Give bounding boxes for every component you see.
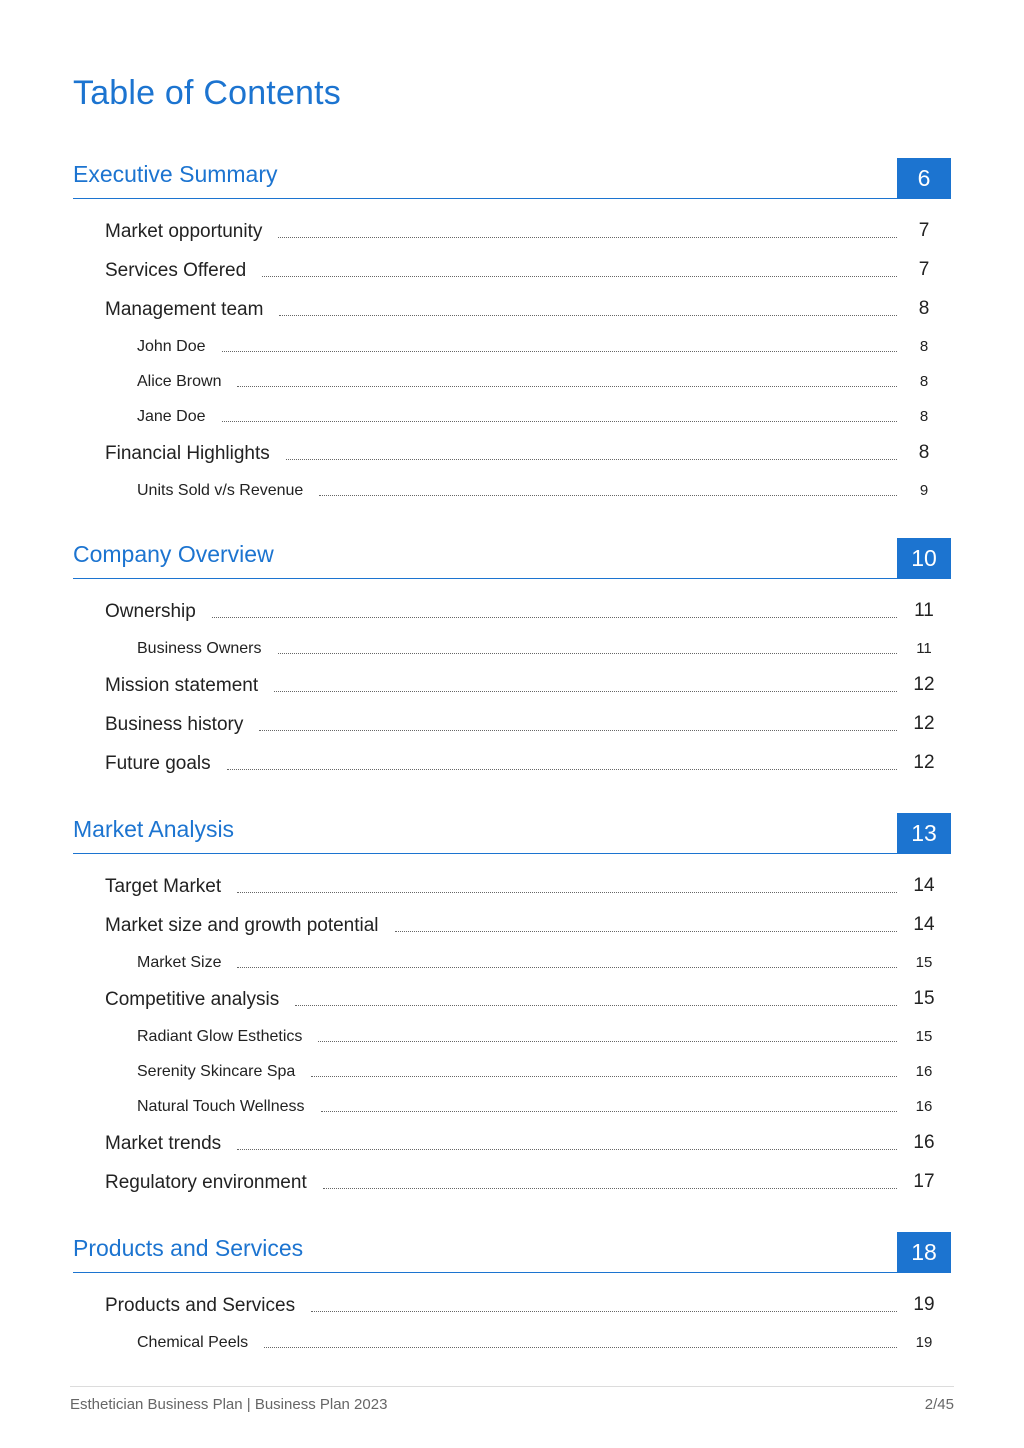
section-title: Products and Services — [73, 1235, 304, 1261]
toc-entry-label: Financial Highlights — [105, 443, 270, 464]
toc-subentry[interactable] — [73, 941, 951, 976]
dotted-leader — [227, 769, 897, 770]
toc-section — [73, 538, 951, 779]
toc-entry-label: Mission statement — [105, 675, 259, 696]
toc-entry-label: Competitive analysis — [105, 989, 280, 1010]
toc-entry-page: 11 — [914, 600, 934, 621]
page-footer — [70, 1386, 954, 1413]
toc-entry-page: 8 — [919, 373, 929, 390]
toc-entry-list — [73, 199, 951, 504]
dotted-leader — [319, 495, 897, 496]
toc-entry-page: 8 — [918, 442, 930, 463]
toc-entry-list — [73, 1273, 951, 1356]
toc-entry-label: Business history — [105, 714, 244, 735]
toc-entry-label: Radiant Glow Esthetics — [137, 1028, 303, 1045]
toc-entry-page: 16 — [913, 1132, 935, 1153]
toc-entry-page: 12 — [913, 752, 935, 773]
dotted-leader — [278, 237, 897, 238]
toc-section-heading[interactable] — [73, 158, 951, 199]
toc-entry-label: Natural Touch Wellness — [137, 1098, 305, 1115]
dotted-leader — [279, 315, 897, 316]
toc-entry-label: Regulatory environment — [105, 1172, 307, 1193]
toc-entry[interactable] — [73, 863, 951, 902]
dotted-leader — [295, 1005, 897, 1006]
toc-entry-label: Market trends — [105, 1133, 222, 1154]
toc-section — [73, 1232, 951, 1356]
toc-entry-page: 12 — [913, 713, 935, 734]
toc-entry-label: Alice Brown — [137, 373, 222, 390]
dotted-leader — [395, 931, 897, 932]
footer-document-title: Esthetician Business Plan | Business Plan 2023 — [70, 1396, 388, 1413]
toc-subentry[interactable] — [73, 1050, 951, 1085]
toc-entry[interactable] — [73, 1282, 951, 1321]
toc-subentry[interactable] — [73, 395, 951, 430]
toc-subentry[interactable] — [73, 325, 951, 360]
toc-subentry[interactable] — [73, 627, 951, 662]
toc-entry[interactable] — [73, 740, 951, 779]
dotted-leader — [262, 276, 897, 277]
dotted-leader — [274, 691, 897, 692]
toc-entry-label: John Doe — [137, 338, 206, 355]
toc-entry-label: Chemical Peels — [137, 1334, 249, 1351]
dotted-leader — [222, 351, 898, 352]
toc-entry-label: Market size and growth potential — [105, 915, 379, 936]
toc-entry-page: 15 — [915, 954, 933, 971]
dotted-leader — [237, 967, 897, 968]
toc-entry-label: Market Size — [137, 954, 222, 971]
toc-entry[interactable] — [73, 662, 951, 701]
toc-entry-page: 8 — [918, 298, 930, 319]
dotted-leader — [259, 730, 897, 731]
toc-entry[interactable] — [73, 208, 951, 247]
toc-entry-page: 19 — [913, 1294, 935, 1315]
toc-subentry[interactable] — [73, 1085, 951, 1120]
section-page-badge: 6 — [897, 158, 951, 198]
section-title: Executive Summary — [73, 161, 278, 187]
dotted-leader — [237, 892, 897, 893]
toc-entry[interactable] — [73, 976, 951, 1015]
toc-entry-page: 8 — [919, 338, 929, 355]
toc-entry[interactable] — [73, 286, 951, 325]
toc-entry-page: 12 — [913, 674, 935, 695]
dotted-leader — [321, 1111, 898, 1112]
toc-entry-list — [73, 854, 951, 1198]
toc-entry-label: Units Sold v/s Revenue — [137, 482, 304, 499]
toc-entry[interactable] — [73, 701, 951, 740]
toc-subentry[interactable] — [73, 469, 951, 504]
dotted-leader — [311, 1076, 897, 1077]
section-title: Company Overview — [73, 541, 274, 567]
dotted-leader — [286, 459, 897, 460]
dotted-leader — [237, 1149, 897, 1150]
toc-entry[interactable] — [73, 247, 951, 286]
section-page-badge: 10 — [897, 538, 951, 578]
toc-section — [73, 158, 951, 504]
toc-subentry[interactable] — [73, 360, 951, 395]
toc-entry[interactable] — [73, 1159, 951, 1198]
dotted-leader — [311, 1311, 897, 1312]
toc-subentry[interactable] — [73, 1015, 951, 1050]
toc-section-heading[interactable] — [73, 538, 951, 579]
toc-entry-page: 7 — [918, 259, 930, 280]
toc-entry-label: Services Offered — [105, 260, 247, 281]
toc-entry-page: 7 — [918, 220, 930, 241]
dotted-leader — [264, 1347, 897, 1348]
toc-entry-page: 11 — [916, 640, 932, 657]
toc-entry-page: 19 — [915, 1334, 933, 1351]
page-title: Table of Contents — [73, 74, 342, 112]
toc-entry-page: 14 — [913, 914, 935, 935]
footer-page-number: 2/45 — [924, 1396, 954, 1413]
dotted-leader — [237, 386, 897, 387]
section-page-badge: 18 — [897, 1232, 951, 1272]
toc-entry-page: 15 — [915, 1028, 933, 1045]
toc-entry-page: 16 — [915, 1098, 933, 1115]
dotted-leader — [278, 653, 898, 654]
toc-entry-label: Management team — [105, 299, 264, 320]
toc-entry-label: Future goals — [105, 753, 211, 774]
toc-subentry[interactable] — [73, 1321, 951, 1356]
toc-entry-label: Target Market — [105, 876, 222, 897]
toc-entry-page: 16 — [915, 1063, 933, 1080]
section-page-badge: 13 — [897, 813, 951, 853]
toc-entry-page: 9 — [919, 482, 929, 499]
toc-section — [73, 813, 951, 1198]
toc-entry-label: Market opportunity — [105, 221, 263, 242]
toc-entry-list — [73, 579, 951, 779]
toc-entry[interactable] — [73, 430, 951, 469]
toc-entry-label: Business Owners — [137, 640, 262, 657]
toc-entry-page: 17 — [913, 1171, 935, 1192]
toc-entry[interactable] — [73, 1120, 951, 1159]
toc-entry-label: Serenity Skincare Spa — [137, 1063, 296, 1080]
dotted-leader — [318, 1041, 897, 1042]
toc-entry-page: 8 — [919, 408, 929, 425]
toc-section-heading[interactable] — [73, 1232, 951, 1273]
dotted-leader — [212, 617, 897, 618]
toc-section-heading[interactable] — [73, 813, 951, 854]
toc-entry[interactable] — [73, 588, 951, 627]
toc-entry-page: 15 — [913, 988, 935, 1009]
toc-entry-label: Ownership — [105, 601, 196, 622]
section-title: Market Analysis — [73, 816, 235, 842]
toc-entry[interactable] — [73, 902, 951, 941]
dotted-leader — [222, 421, 898, 422]
toc-entry-label: Products and Services — [105, 1295, 296, 1316]
dotted-leader — [323, 1188, 897, 1189]
toc-entry-label: Jane Doe — [137, 408, 206, 425]
toc-entry-page: 14 — [913, 875, 935, 896]
